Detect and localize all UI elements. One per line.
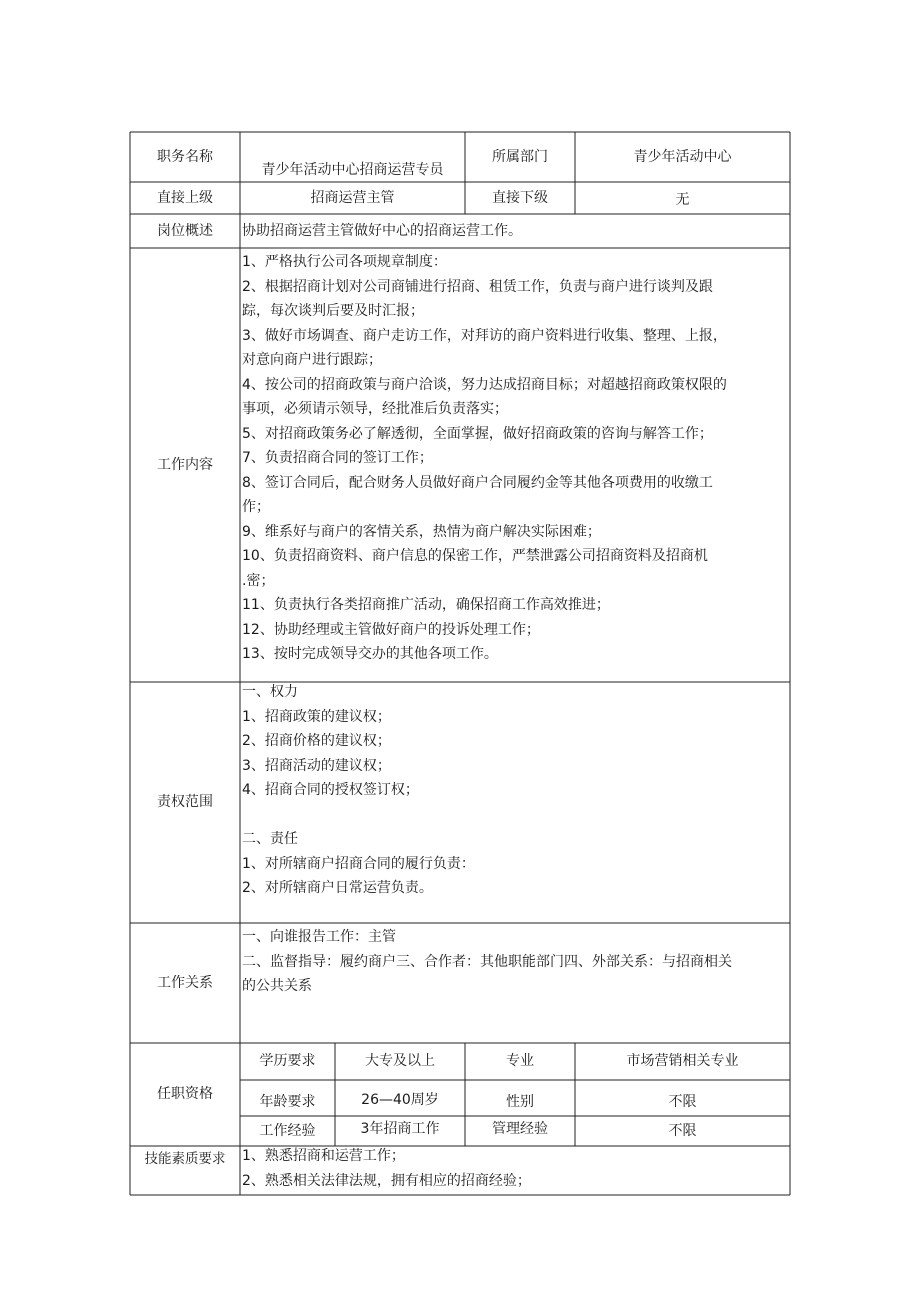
overview-text: 协助招商运营主管做好中心的招商运营工作。 (242, 223, 522, 239)
skills-line: 1、熟悉招商和运营工作； (242, 1148, 405, 1164)
work-line: 事项，必须请示领导，经批准后负责落实； (242, 401, 508, 417)
age-label: 年龄要求 (259, 1094, 316, 1110)
work-line: 踪，每次谈判后要及时汇报； (242, 303, 424, 319)
major-value: 市场营销相关专业 (626, 1053, 739, 1069)
work-line: 2、根据招商计划对公司商铺进行招商、租赁工作，负责与商户进行谈判及跟 (242, 278, 713, 295)
position-label: 职务名称 (157, 149, 213, 165)
authority-line: 4、招商合同的授权签订权； (242, 782, 419, 798)
authority-label: 责权范围 (157, 794, 213, 810)
mgmt-value: 不限 (668, 1123, 697, 1139)
authority-line: 2、对所辖商户日常运营负责。 (242, 880, 433, 896)
work-line: 11、负责执行各类招商推广活动，确保招商工作高效推进； (242, 597, 610, 613)
relations-line: 的公共关系 (242, 978, 312, 994)
major-label: 专业 (506, 1053, 534, 1069)
gender-label: 性别 (506, 1094, 534, 1110)
relations-line: 二、监督指导：履约商户三、合作者：其他职能部门四、外部关系：与招商相关 (242, 953, 732, 970)
work-line: 9、维系好与商户的客情关系，热情为商户解决实际困难； (242, 523, 601, 540)
gender-value: 不限 (668, 1094, 697, 1110)
work-line: 4、按公司的招商政策与商户洽谈，努力达成招商目标；对超越招商政策权限的 (242, 376, 727, 393)
authority-line: 3、招商活动的建议权； (242, 757, 391, 774)
subordinate-label: 直接下级 (492, 190, 548, 206)
authority-list (242, 680, 475, 901)
dept-value: 青少年活动中心 (633, 149, 732, 165)
experience-label: 工作经验 (259, 1123, 316, 1139)
age-value: 26—40周岁 (361, 1092, 439, 1108)
subordinate-value: 无 (675, 192, 690, 208)
skills-list (242, 1144, 531, 1193)
relations-line: 一、向谁报告工作：主管 (242, 929, 396, 945)
work-line: 13、按时完成领导交办的其他各项工作。 (242, 646, 498, 662)
work-line: 对意向商户进行跟踪； (242, 352, 382, 368)
relations-list (242, 925, 732, 999)
education-value: 大专及以上 (365, 1053, 435, 1069)
experience-value: 3年招商工作 (360, 1121, 440, 1137)
position-value: 青少年活动中心招商运营专员 (261, 162, 444, 178)
work-line: 8、签订合同后，配合财务人员做好商户合同履约金等其他各项费用的收缴工 (242, 474, 713, 491)
work-line: 5、对招商政策务必了解透彻，全面掌握，做好招商政策的咨询与解答工作； (242, 425, 713, 442)
skills-label: 技能素质要求 (144, 1151, 226, 1167)
work-content-label: 工作内容 (157, 457, 213, 473)
work-line: 作； (242, 499, 270, 515)
work-line: .密； (242, 572, 275, 589)
mgmt-label: 管理经验 (492, 1121, 548, 1137)
authority-line (242, 803, 475, 828)
skills-line: 2、熟悉相关法律法规，拥有相应的招商经验； (242, 1172, 531, 1189)
dept-label: 所属部门 (492, 149, 548, 165)
work-line: 1、严格执行公司各项规章制度： (242, 254, 447, 270)
work-line: 12、协助经理或主管做好商户的投诉处理工作； (242, 621, 540, 638)
overview-label: 岗位概述 (157, 223, 213, 239)
authority-line: 二、责任 (242, 831, 298, 847)
superior-value: 招商运营主管 (310, 190, 395, 206)
authority-line: 一、权力 (242, 684, 298, 700)
superior-label: 直接上级 (157, 190, 213, 206)
relations-label: 工作关系 (157, 975, 213, 991)
work-line: 10、负责招商资料、商户信息的保密工作，严禁泄露公司招商资料及招商机 (242, 548, 708, 564)
authority-line: 1、招商政策的建议权； (242, 708, 391, 725)
authority-line: 1、对所辖商户招商合同的履行负责： (242, 855, 475, 872)
authority-line: 2、招商价格的建议权； (242, 733, 391, 749)
education-label: 学历要求 (259, 1053, 316, 1069)
qualification-label: 任职资格 (157, 1086, 213, 1102)
work-line: 3、做好市场调查、商户走访工作，对拜访的商户资料进行收集、整理、上报， (242, 327, 727, 344)
work-content-list (242, 250, 727, 667)
work-line: 7、负责招商合同的签订工作； (242, 450, 433, 466)
